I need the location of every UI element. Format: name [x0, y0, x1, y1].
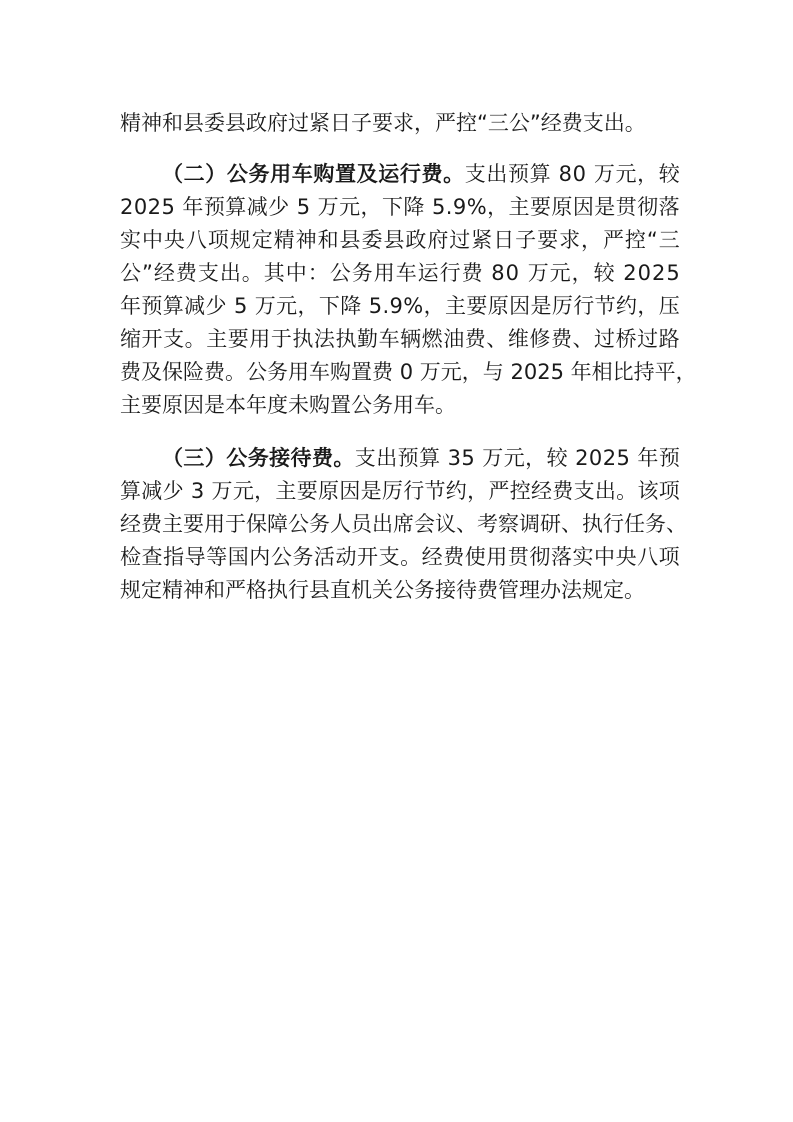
text-line: 规定精神和严格执行县直机关公务接待费管理办法规定。: [120, 578, 645, 602]
text-line: 检 查 指 导 等 国 内 公 务 活 动 开 支 。 经 费 使 用 贯 彻 落 实 中 央 八 项: [120, 545, 680, 569]
text-line: 公 ” 经 费 支 出 。 其 中 ： 公 务 用 车 运 行 费 8 0 万 元 ， 较 2 0 2 5: [120, 261, 680, 285]
text-line: 2 0 2 5 年 预 算 减 少 5 万 元 ， 下 降 5 . 9 % ， 主 要 原 因 是 贯 彻 落: [120, 195, 680, 219]
text-line: 缩 开 支 。 主 要 用 于 执 法 执 勤 车 辆 燃 油 费 、 维 修 费 、 过 桥 过 路: [120, 327, 680, 351]
text-line: 经 费 主 要 用 于 保 障 公 务 人 员 出 席 会 议 、 考 察 调 研 、 执 行 任 务 、: [120, 512, 687, 536]
text-line: 算 减 少 3 万 元 ， 主 要 原 因 是 厉 行 节 约 ， 严 控 经 费 支 出 。 该 项: [120, 479, 680, 503]
text-line: 年 预 算 减 少 5 万 元 ， 下 降 5 . 9 % ， 主 要 原 因 是 厉 行 节 约 ， 压: [120, 294, 680, 318]
text-line: （ 二 ） 公 务 用 车 购 置 及 运 行 费 。 支 出 预 算 8 0 万 元 ， 较: [162, 162, 680, 186]
text-line: 费 及 保 险 费 。 公 务 用 车 购 置 费 0 万 元 ， 与 2 0 2 5 年 相 比 持 平 ，: [120, 360, 697, 384]
text-line: 精神和县委县政府过紧日子要求，严控“三公”经费支出。: [120, 111, 646, 135]
text-line: （ 三 ） 公 务 接 待 费 。 支 出 预 算 3 5 万 元 ， 较 2 0 2 5 年 预: [162, 446, 680, 470]
text-line: 实 中 央 八 项 规 定 精 神 和 县 委 县 政 府 过 紧 日 子 要 求 ， 严 控 “ 三: [120, 228, 680, 252]
text-line: 主要原因是本年度未购置公务用车。: [120, 393, 456, 417]
